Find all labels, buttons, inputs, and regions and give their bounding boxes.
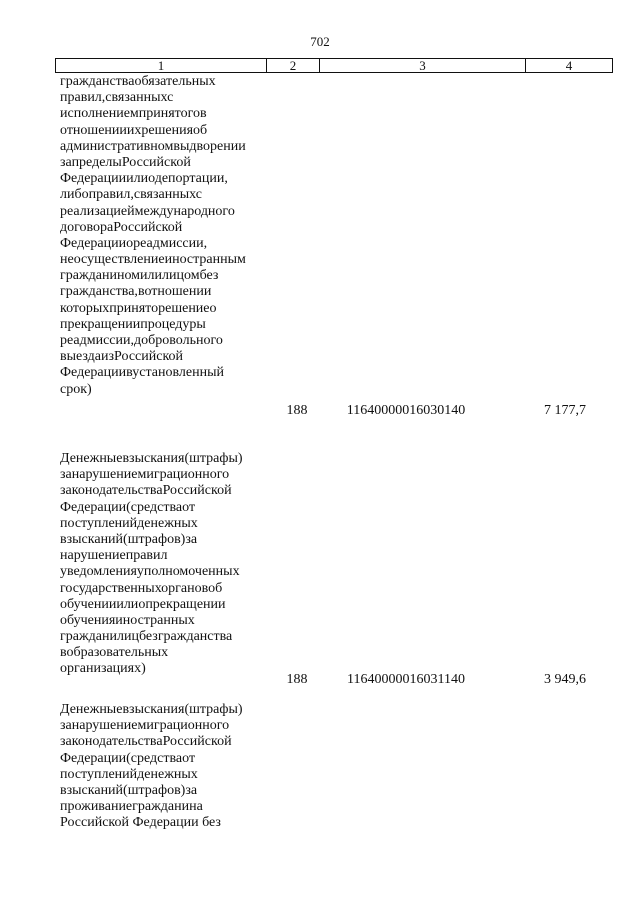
description-line: договораРоссийской [60,219,183,235]
description-line: реализациеймеждународного [60,203,235,219]
description-line: обученияиностранных [60,612,195,628]
description-line: взысканий(штрафов)за [60,531,198,547]
description-line: гражданиномилилицомбез [60,268,219,284]
description-line: либоправил,связанныхс [60,187,202,203]
table-row-description [60,451,263,678]
description-line: поступленийденежных [60,515,198,531]
description-line: правил,связанныхс [60,90,174,106]
description-line: государственныхоргановоб [60,580,223,596]
description-line: обученииилиопрекращении [60,596,226,612]
table-row-description [60,74,263,398]
description-line: срок) [60,381,92,397]
description-line: Денежныевзыскания(штрафы) [60,451,243,466]
description-line: поступленийденежных [60,766,198,782]
description-line: административномвыдворении [60,138,246,154]
description-line: уведомленияуполномоченных [60,564,240,580]
description-line: Денежныевзыскания(штрафы) [60,702,243,717]
description-line: запределыРоссийской [60,154,191,170]
header-col-3: 3 [320,59,526,72]
description-line: вобразовательных [60,645,169,661]
description-line: организациях) [60,661,146,677]
description-line: законодательстваРоссийской [60,734,232,750]
description-line: реадмиссии,добровольного [60,333,223,348]
description-line: законодательстваРоссийской [60,483,232,499]
description-line: занарушениемиграционного [60,718,230,734]
description-line: Федерацииореадмиссии, [60,235,208,251]
description-line: Федерацииилиодепортации, [60,171,228,187]
description-line: занарушениемиграционного [60,467,230,483]
description-line: Федерации(средстваот [60,750,196,766]
description-line: которыхприняторешениео [60,300,217,316]
description-line: гражданстваобязательных [60,74,216,89]
table-row-description [60,702,263,832]
description-line: выездаизРоссийской [60,349,184,365]
description-line: Российской Федерации без [60,815,221,831]
admin-code: 188 [286,672,308,687]
kbk-code: 11640000016031140 [347,672,465,687]
header-col-2: 2 [267,59,320,72]
description-line: неосуществлениеиностранным [60,252,246,268]
header-col-4: 4 [565,58,573,73]
description-line: проживаниегражданина [60,799,203,815]
description-line: Федерациивустановленный [60,365,224,381]
table-header [55,58,613,73]
description-line: Федерации(средстваот [60,499,196,515]
kbk-code: 11640000016030140 [346,403,466,418]
description-line: гражданилицбезгражданства [60,629,233,645]
description-line: прекращениипроцедуры [60,316,206,332]
page-number: 702 [310,34,330,49]
header-col-1: 1 [56,59,267,72]
description-line: гражданства,вотношении [60,284,212,300]
description-line: взысканий(штрафов)за [60,782,198,798]
admin-code: 188 [286,403,308,418]
description-line: нарушениеправил [60,548,168,564]
amount: 7 177,7 [544,403,586,418]
description-line: исполнениемпринятогов [60,106,207,122]
amount: 3 949,6 [544,672,586,687]
description-line: отношенииихрешенияоб [60,122,208,138]
